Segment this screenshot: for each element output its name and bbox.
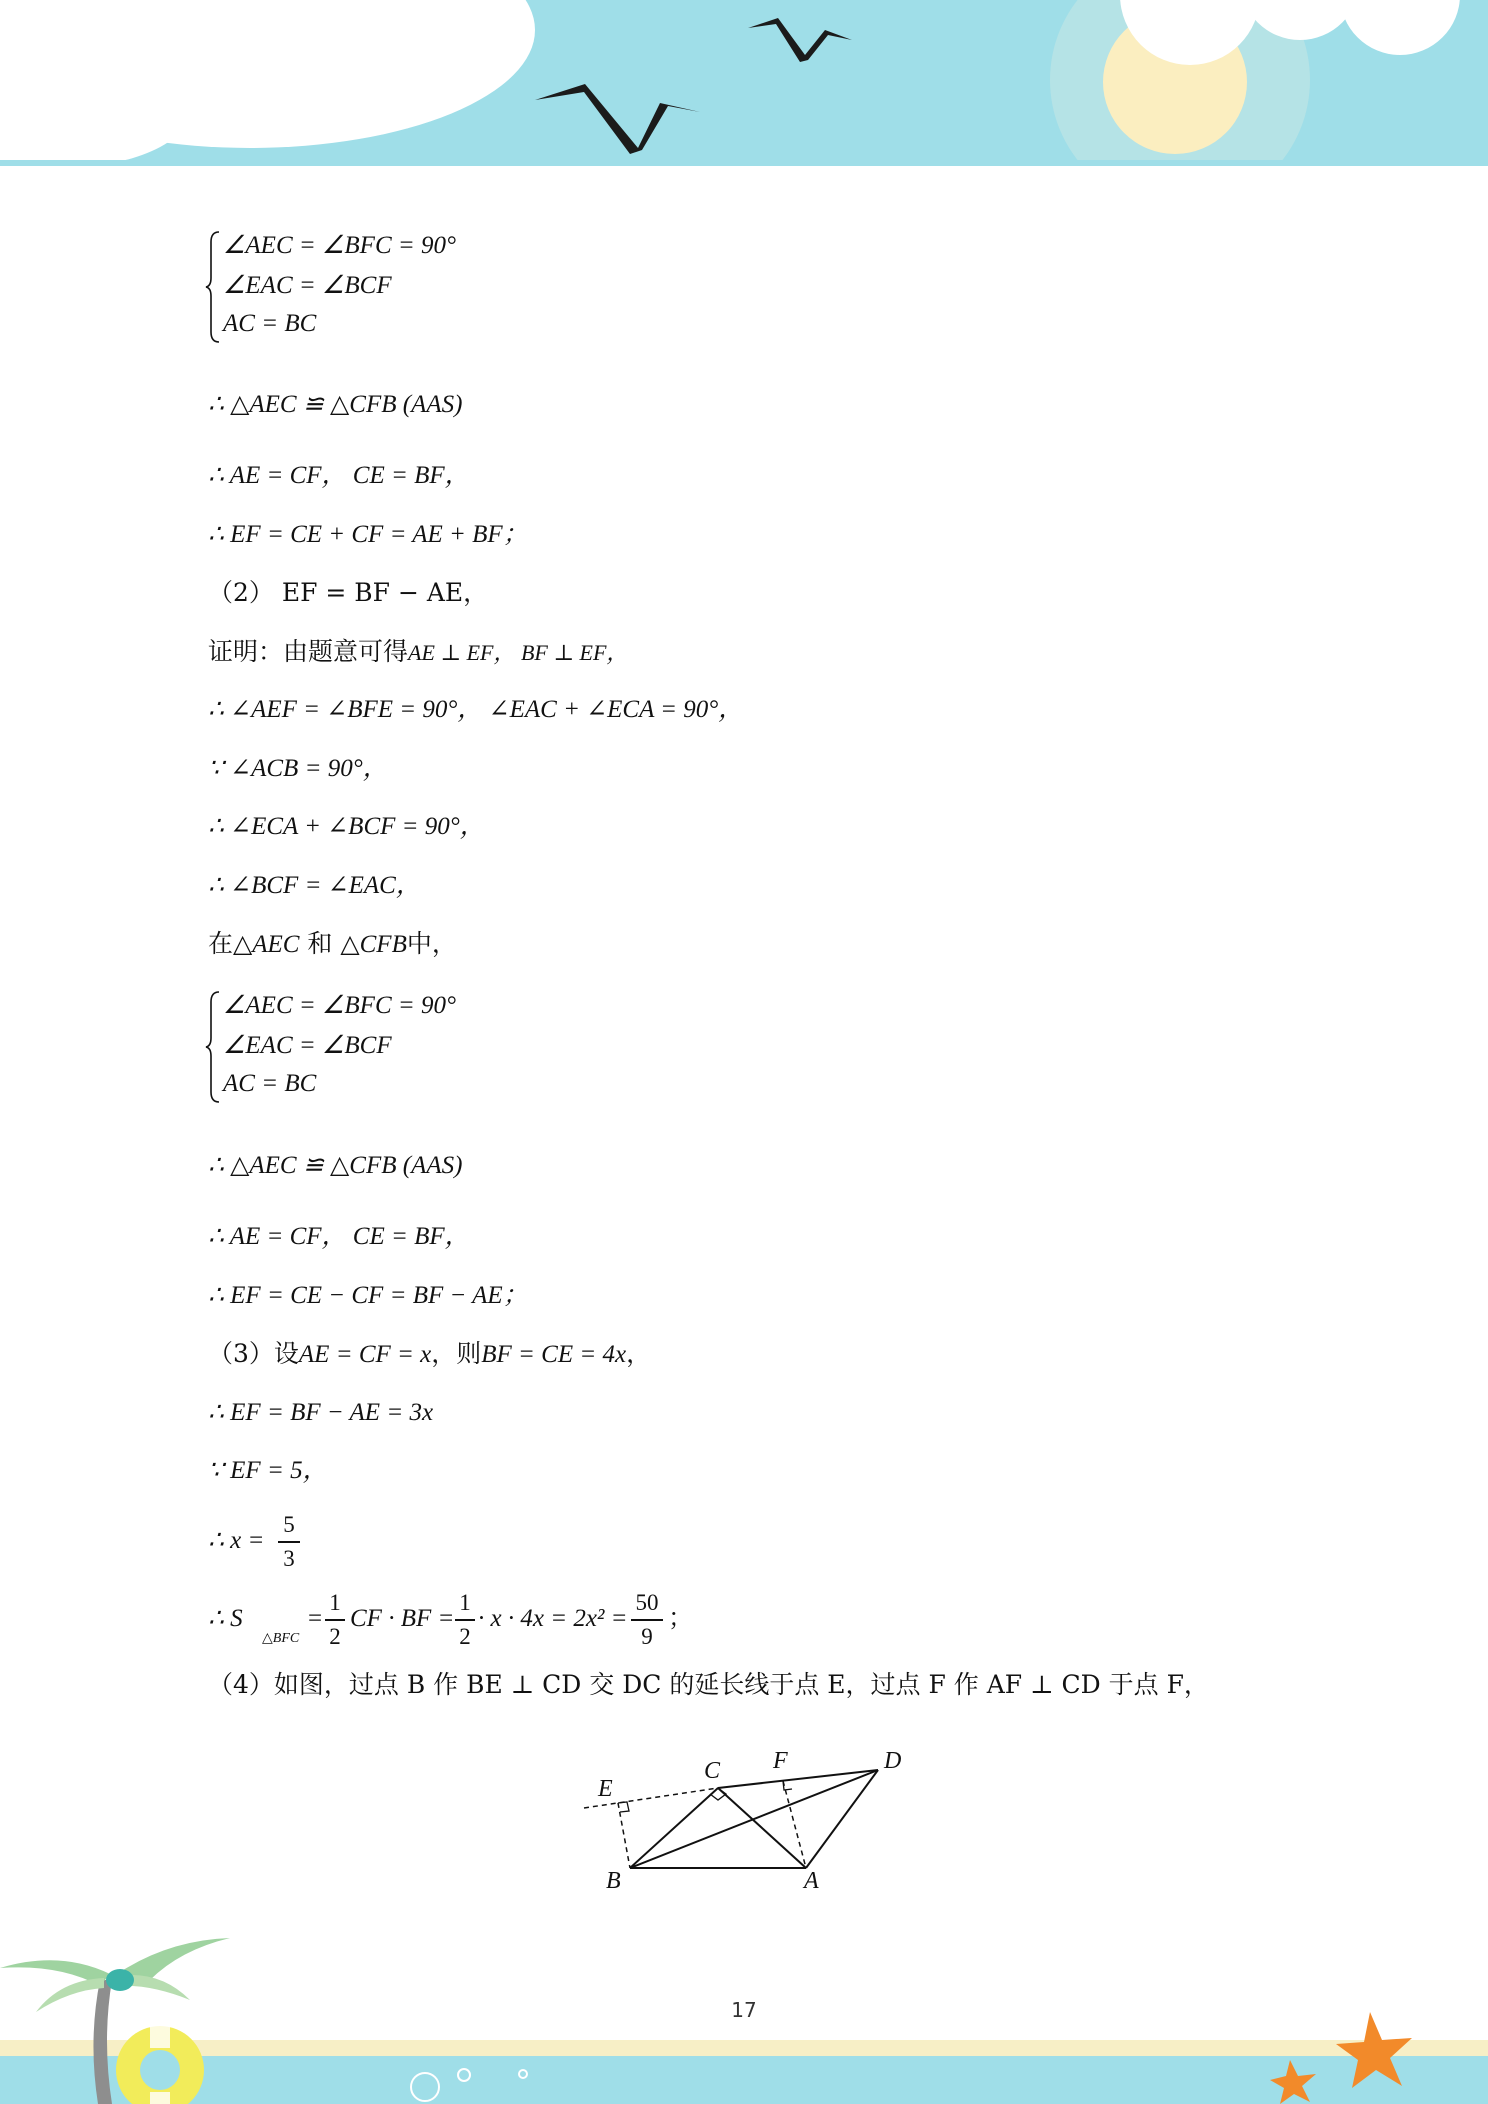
proof-line: ∴ ∠ECA + ∠BCF = 90°， [208, 813, 485, 840]
left-brace-icon [205, 228, 223, 346]
page-number: 17 [731, 1998, 757, 2022]
fraction-denominator: 2 [459, 1624, 471, 1649]
part-2-heading: （2） EF = BF − AE， [208, 578, 489, 607]
fraction-denominator: 2 [329, 1624, 341, 1649]
math-span: · x · 4x = 2x² = [478, 1605, 628, 1632]
subscript: △BFC [262, 1631, 300, 1646]
proof-line: ∴ EF = BF − AE = 3x [208, 1399, 434, 1426]
fraction-numerator: 5 [283, 1512, 295, 1537]
math-span: △CFB [340, 931, 407, 958]
congruence-line: ∴ △AEC ≌ △CFB (AAS) [208, 1152, 463, 1179]
proof-line: ∴ EF = CE + CF = AE + BF； [208, 521, 528, 548]
math-span: AE = CF = x [298, 1341, 432, 1368]
sand-strip [0, 2040, 1488, 2056]
math-span: ∴ S [208, 1605, 243, 1632]
point-label-B: B [606, 1868, 621, 1890]
point-label-E: E [598, 1776, 613, 1802]
part-3-heading [208, 1337, 651, 1372]
text-span: ， [626, 1339, 652, 1368]
swim-ring-icon [116, 2026, 204, 2104]
fraction-numerator: 1 [329, 1590, 341, 1615]
fraction-numerator: 50 [635, 1590, 659, 1615]
text-span: 中， [406, 929, 457, 958]
proof-line: ∴ AE = CF， CE = BF， [208, 462, 470, 489]
math-span: ∴ x = [208, 1527, 265, 1554]
math-span: = [308, 1605, 323, 1632]
proof-line: ∵ ∠ACB = 90°， [208, 755, 388, 782]
geometry-figure [578, 1728, 918, 1890]
text-span: 在 [208, 929, 234, 958]
equation-line: ∠AEC = ∠BFC = 90° [223, 992, 456, 1019]
point-label-A: A [804, 1868, 819, 1890]
point-label-C: C [704, 1758, 721, 1784]
equation-line: ∠AEC = ∠BFC = 90° [223, 232, 456, 259]
area-formula-line [208, 1586, 908, 1650]
top-banner [0, 0, 1488, 166]
proof-line: ∵ EF = 5， [208, 1457, 328, 1484]
text-span: ，则 [431, 1339, 482, 1368]
text-span: 和 [307, 929, 333, 958]
equation-line: AC = BC [223, 310, 317, 337]
math-span: BF = CE = 4x [481, 1341, 627, 1368]
congruence-line: ∴ △AEC ≌ △CFB (AAS) [208, 391, 463, 418]
proof-line: ∴ AE = CF， CE = BF， [208, 1223, 470, 1250]
proof-intro [208, 635, 628, 670]
point-label-D: D [884, 1748, 902, 1774]
point-label-F: F [773, 1748, 788, 1774]
math-span: △AEC [233, 931, 300, 958]
part-4-heading: （4）如图，过点 B 作 BE ⊥ CD 交 DC 的延长线于点 E，过点 F 作 AF ⊥ CD 于点 F， [208, 1670, 1209, 1699]
proof-intro-text: 证明：由题意可得 [208, 637, 409, 666]
fraction-numerator: 1 [459, 1590, 471, 1615]
equation-line: ∠EAC = ∠BCF [223, 1032, 392, 1059]
equation-system [205, 988, 525, 1106]
math-span: ； [668, 1605, 694, 1632]
fraction-denominator: 9 [641, 1624, 653, 1649]
text-span: （3）设 [208, 1339, 299, 1368]
proof-intro-math: AE ⊥ EF， BF ⊥ EF， [408, 640, 629, 665]
perpendicular-AF [783, 1781, 806, 1868]
right-angle-mark [618, 1802, 629, 1812]
equation-line: ∠EAC = ∠BCF [223, 272, 392, 299]
equation-line: AC = BC [223, 1070, 317, 1097]
perpendicular-BE [618, 1803, 630, 1868]
proof-line: ∴ ∠BCF = ∠EAC， [208, 872, 421, 899]
proof-line: ∴ EF = CE − CF = BF − AE； [208, 1282, 528, 1309]
segment-BC [630, 1788, 718, 1868]
equation-system [205, 228, 525, 346]
triangle-intro [208, 927, 457, 962]
math-span: CF · BF = [350, 1605, 455, 1632]
left-brace-icon [205, 988, 223, 1106]
sea-strip [0, 2056, 1488, 2104]
proof-line: ∴ ∠AEF = ∠BFE = 90°， ∠EAC + ∠ECA = 90°， [208, 696, 744, 723]
fraction-denominator: 3 [283, 1546, 295, 1571]
